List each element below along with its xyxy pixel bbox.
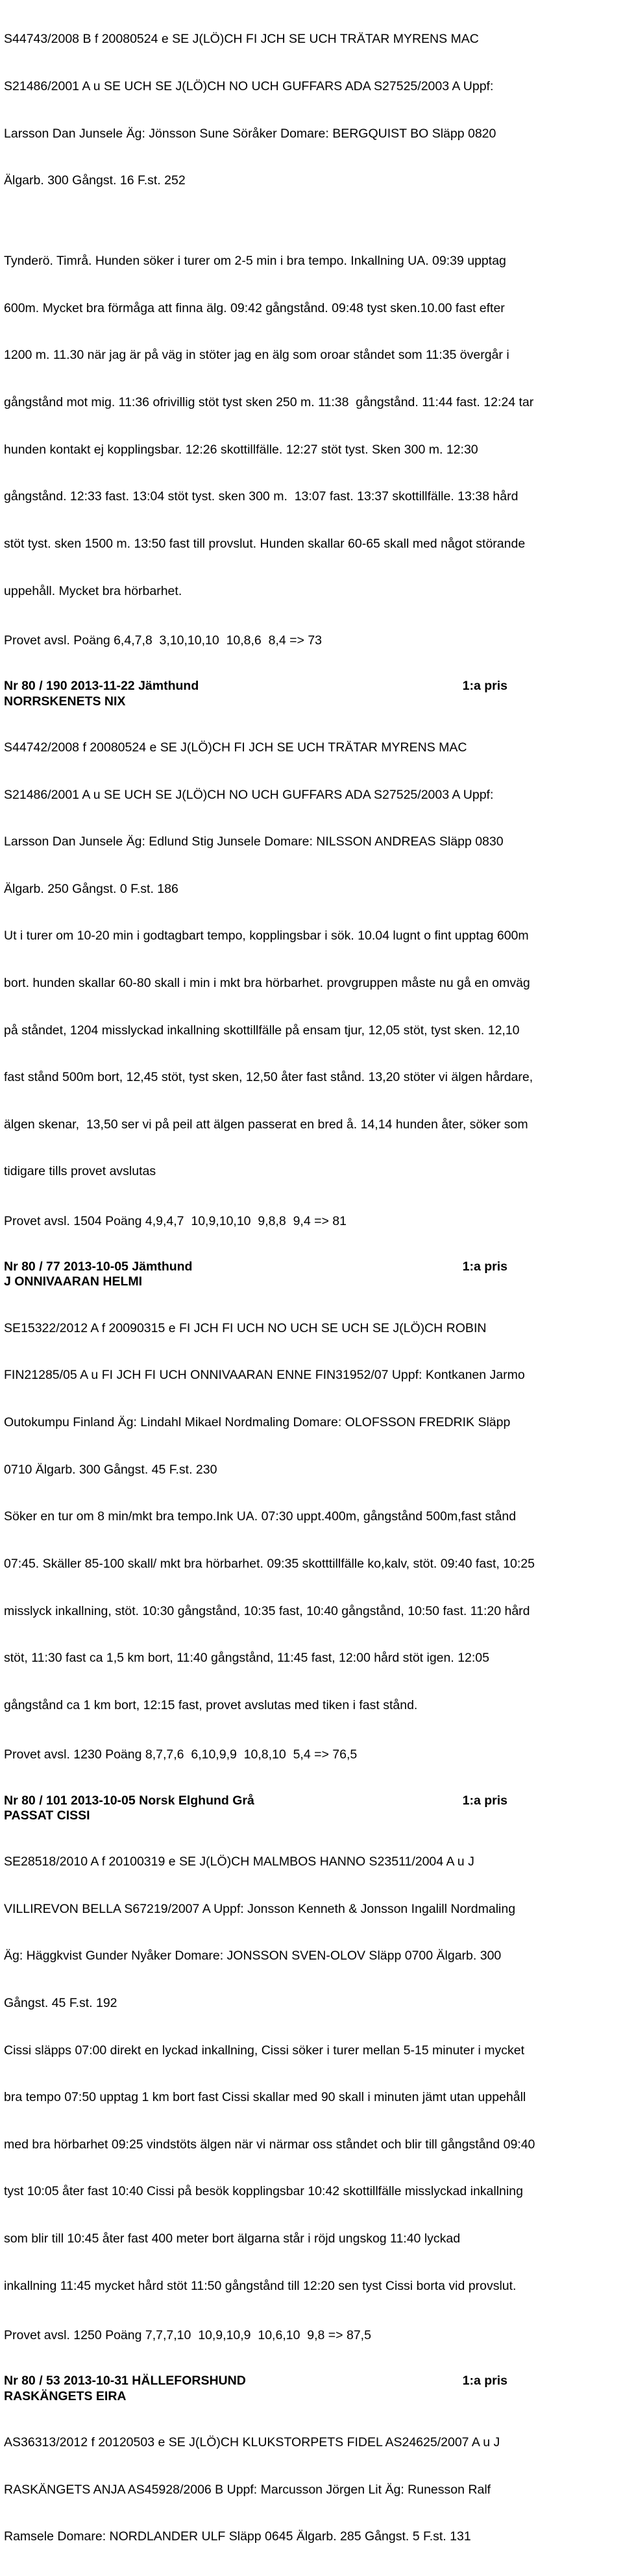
text-line: Outokumpu Finland Äg: Lindahl Mikael Nordmaling Domare: OLOFSSON FREDRIK Släpp [4, 1415, 511, 1430]
prize-label: 1:a pris [462, 2374, 507, 2388]
text-line: 0710 Älgarb. 300 Gångst. 45 F.st. 230 [4, 1462, 217, 1477]
text-line: S44743/2008 B f 20080524 e SE J(LÖ)CH FI JCH SE UCH TRÄTAR MYRENS MAC [4, 32, 479, 47]
prize-label: 1:a pris [462, 1793, 507, 1808]
text-line: älgen skenar, 13,50 ser vi på peil att älgen passerat en bred å. 14,14 hunden åter, söker som [4, 1117, 528, 1132]
text-line: Cissi släpps 07:00 direkt en lyckad inkallning, Cissi söker i turer mellan 5-15 minuter i mycket [4, 2043, 524, 2058]
text-line: på ståndet, 1204 misslyckad inkallning skottillfälle på ensam tjur, 12,05 stöt, tyst sken. 12,10 [4, 1023, 520, 1038]
intro-registration [4, 0, 619, 220]
text-line: AS36313/2012 f 20120503 e SE J(LÖ)CH KLUKSTORPETS FIDEL AS24625/2007 A u J [4, 2435, 500, 2450]
entry-header [4, 678, 507, 694]
entry-body [4, 2403, 619, 2576]
dog-name: PASSAT CISSI [4, 1808, 90, 1823]
dog-name: RASKÄNGETS EIRA [4, 2388, 127, 2403]
text-line: gångstånd ca 1 km bort, 12:15 fast, provet avslutas med tiken i fast stånd. [4, 1697, 418, 1712]
entry-4 [4, 2373, 619, 2575]
prize-label: 1:a pris [462, 1259, 507, 1274]
text-line: 1200 m. 11.30 när jag är på väg in stöter jag en älg som oroar ståndet som 11:35 övergår i [4, 348, 509, 363]
intro-entry [4, 0, 619, 648]
dog-name: NORRSKENETS NIX [4, 694, 126, 709]
text-line: FIN21285/05 A u FI JCH FI UCH ONNIVAARAN ENNE FIN31952/07 Uppf: Kontkanen Jarmo [4, 1368, 525, 1383]
text-line: tidigare tills provet avslutas [4, 1164, 156, 1179]
entry-title: Nr 80 / 53 2013-10-31 HÄLLEFORSHUND [4, 2374, 246, 2388]
text-line: S44742/2008 f 20080524 e SE J(LÖ)CH FI JCH SE UCH TRÄTAR MYRENS MAC [4, 740, 467, 755]
text-line: bort. hunden skallar 60-80 skall i min i mkt bra hörbarhet. provgruppen måste nu gå en omväg [4, 975, 530, 990]
text-line: Älgarb. 300 Gångst. 16 F.st. 252 [4, 173, 186, 188]
text-line: SE28518/2010 A f 20100319 e SE J(LÖ)CH MALMBOS HANNO S23511/2004 A u J [4, 1854, 474, 1869]
entry-body [4, 1289, 619, 1744]
text-line: stöt, 11:30 fast ca 1,5 km bort, 11:40 gångstånd, 11:45 fast, 12:00 hård stöt igen. 12:05 [4, 1651, 489, 1666]
text-line: Ut i turer om 10-20 min i godtagbart tempo, kopplingsbar i sök. 10.04 lugnt o fint upptag 600m [4, 929, 529, 943]
entry-3 [4, 1793, 619, 2344]
text-line: uppehåll. Mycket bra hörbarhet. [4, 583, 182, 598]
text-line: gångstånd. 12:33 fast. 13:04 stöt tyst. sken 300 m. 13:07 fast. 13:37 skottillfälle. 13:38 hård [4, 489, 519, 504]
text-line: VILLIREVON BELLA S67219/2007 A Uppf: Jonsson Kenneth & Jonsson Ingalill Nordmaling [4, 1901, 516, 1916]
text-line: Söker en tur om 8 min/mkt bra tempo.Ink UA. 07:30 uppt.400m, gångstånd 500m,fast stånd [4, 1509, 517, 1524]
entry-2 [4, 1259, 619, 1762]
entry-header [4, 1793, 507, 1808]
text-line: Gångst. 45 F.st. 192 [4, 1995, 117, 2010]
text-line: S21486/2001 A u SE UCH SE J(LÖ)CH NO UCH GUFFARS ADA S27525/2003 A Uppf: [4, 79, 494, 94]
prize-label: 1:a pris [462, 679, 507, 694]
text-line: tyst 10:05 åter fast 10:40 Cissi på besök kopplingsbar 10:42 skottillfälle misslyckad inkallning [4, 2184, 523, 2199]
text-line: S21486/2001 A u SE UCH SE J(LÖ)CH NO UCH GUFFARS ADA S27525/2003 A Uppf: [4, 787, 494, 802]
text-line: Ramsele Domare: NORDLANDER ULF Släpp 0645 Älgarb. 285 Gångst. 5 F.st. 131 [4, 2529, 471, 2544]
entry-title: Nr 80 / 77 2013-10-05 Jämthund [4, 1259, 193, 1274]
text-line: fast stånd 500m bort, 12,45 stöt, tyst sken, 12,50 åter fast stånd. 13,20 stöter vi älgen hårdare, [4, 1070, 533, 1085]
text-line: misslyck inkallning, stöt. 10:30 gångstånd, 10:35 fast, 10:40 gångstånd, 10:50 fast. 11:20 hård [4, 1603, 530, 1618]
text-line: Älgarb. 250 Gångst. 0 F.st. 186 [4, 881, 178, 896]
entry-1 [4, 678, 619, 1229]
entry-title: Nr 80 / 101 2013-10-05 Norsk Elghund Grå [4, 1793, 254, 1808]
text-line: 07:45. Skäller 85-100 skall/ mkt bra hörbarhet. 09:35 skotttillfälle ko,kalv, stöt. 09:40 fast, 10:25 [4, 1556, 535, 1571]
score-line: Provet avsl. 1250 Poäng 7,7,7,10 10,9,10,9 10,6,10 9,8 => 87,5 [4, 2328, 371, 2343]
text-line: 600m. Mycket bra förmåga att finna älg. 09:42 gångstånd. 09:48 tyst sken.10.00 fast efter [4, 300, 505, 315]
score-line: Provet avsl. 1230 Poäng 8,7,7,6 6,10,9,9 10,8,10 5,4 => 76,5 [4, 1747, 358, 1762]
intro-report [4, 222, 619, 630]
text-line: Tynderö. Timrå. Hunden söker i turer om 2-5 min i bra tempo. Inkallning UA. 09:39 upptag [4, 254, 506, 269]
text-line: inkallning 11:45 mycket hård stöt 11:50 gångstånd till 12:20 sen tyst Cissi borta vid provslut. [4, 2278, 517, 2293]
text-line: Äg: Häggkvist Gunder Nyåker Domare: JONSSON SVEN-OLOV Släpp 0700 Älgarb. 300 [4, 1949, 502, 1963]
text-line: bra tempo 07:50 upptag 1 km bort fast Cissi skallar med 90 skall i minuten jämt utan uppehåll [4, 2090, 526, 2105]
text-line: gångstånd mot mig. 11:36 ofrivillig stöt tyst sken 250 m. 11:38 gångstånd. 11:44 fast. 12:24 tar [4, 395, 534, 410]
text-line: RASKÄNGETS ANJA AS45928/2006 B Uppf: Marcusson Jörgen Lit Äg: Runesson Ralf [4, 2482, 491, 2497]
entry-body [4, 709, 619, 1211]
entry-header [4, 1259, 507, 1274]
dog-name: J ONNIVAARAN HELMI [4, 1274, 143, 1289]
score-line: Provet avsl. Poäng 6,4,7,8 3,10,10,10 10,8,6 8,4 => 73 [4, 633, 323, 648]
score-line: Provet avsl. 1504 Poäng 4,9,4,7 10,9,10,10 9,8,8 9,4 => 81 [4, 1214, 347, 1229]
text-line: som blir till 10:45 åter fast 400 meter bort älgarna står i röjd ungskog 11:40 lyckad [4, 2231, 461, 2246]
text-line: Larsson Dan Junsele Äg: Edlund Stig Junsele Domare: NILSSON ANDREAS Släpp 0830 [4, 834, 504, 849]
text-line: med bra hörbarhet 09:25 vindstöts älgen när vi närmar oss ståndet och blir till gångstånd 09:40 [4, 2137, 535, 2152]
entry-title: Nr 80 / 190 2013-11-22 Jämthund [4, 679, 199, 694]
text-line: Larsson Dan Junsele Äg: Jönsson Sune Söråker Domare: BERGQUIST BO Släpp 0820 [4, 126, 496, 141]
entry-body [4, 1823, 619, 2326]
text-line: hunden kontakt ej kopplingsbar. 12:26 skottillfälle. 12:27 stöt tyst. Sken 300 m. 12:30 [4, 442, 478, 457]
entry-header [4, 2373, 507, 2388]
text-line: stöt tyst. sken 1500 m. 13:50 fast till provslut. Hunden skallar 60-65 skall med något störande [4, 536, 526, 551]
text-line: SE15322/2012 A f 20090315 e FI JCH FI UCH NO UCH SE UCH SE J(LÖ)CH ROBIN [4, 1320, 487, 1335]
document-page [4, 0, 619, 2576]
